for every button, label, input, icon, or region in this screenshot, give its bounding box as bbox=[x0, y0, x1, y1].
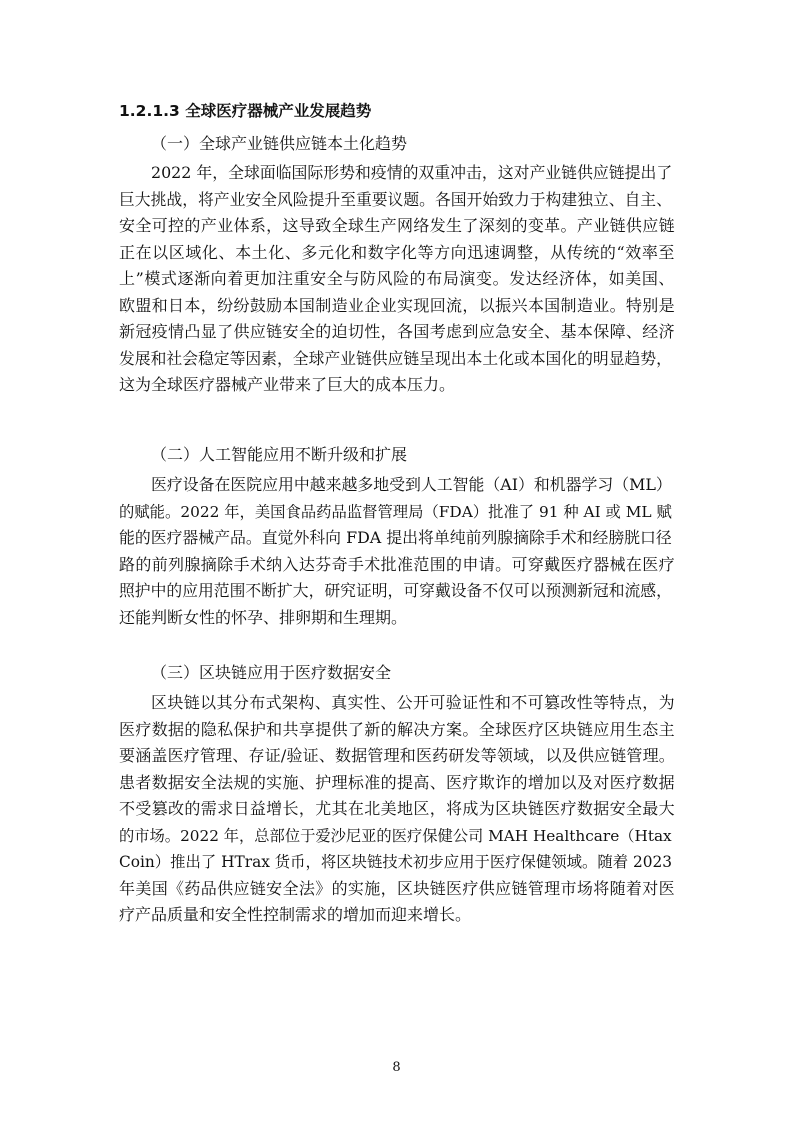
paragraph-3 bbox=[119, 690, 675, 929]
paragraph-line: 能的医疗器械产品。直觉外科向 FDA 提出将单纯前列腺摘除手术和经膀胱口径 bbox=[119, 528, 672, 547]
paragraph-line: 不受篡改的需求日益增长，尤其在北美地区，将成为区块链医疗数据安全最大 bbox=[119, 799, 675, 818]
paragraph-line: 正在以区域化、本土化、多元化和数字化等方向迅速调整，从传统的“效率至 bbox=[119, 242, 675, 262]
paragraph-line: 安全可控的产业体系，这导致全球生产网络发生了深刻的变革。产业链供应链 bbox=[119, 216, 675, 235]
subsection-title: （一）全球产业链供应链本土化趋势 bbox=[151, 134, 408, 153]
paragraph-line: 2022 年，全球面临国际形势和疫情的双重冲击，这对产业链供应链提出了 bbox=[151, 163, 673, 182]
subsection-3 bbox=[119, 660, 675, 686]
paragraph-line: 路的前列腺摘除手术纳入达芬奇手术批准范围的申请。可穿戴医疗器械在医疗 bbox=[119, 554, 675, 574]
paragraph-line: 巨大挑战，将产业安全风险提升至重要议题。各国开始致力于构建独立、自主、 bbox=[119, 189, 672, 209]
paragraph-line: 发展和社会稳定等因素，全球产业链供应链呈现出本土化或本国化的明显趋势， bbox=[119, 348, 672, 368]
paragraph-line: 照护中的应用范围不断扩大，研究证明，可穿戴设备不仅可以预测新冠和流感， bbox=[119, 581, 672, 600]
subsection-title: （二）人工智能应用不断升级和扩展 bbox=[151, 445, 408, 464]
paragraph-line: 疗产品质量和安全性控制需求的增加而迎来增长。 bbox=[119, 905, 472, 924]
page-number: 8 bbox=[392, 1060, 401, 1075]
paragraph-line: 还能判断女性的怀孕、排卵期和生理期。 bbox=[119, 607, 408, 627]
paragraph-line: 欧盟和日本，纷纷鼓励本国制造业企业实现回流，以振兴本国制造业。特别是 bbox=[119, 295, 675, 315]
paragraph-line: 医疗设备在医院应用中越来越多地受到人工智能（AI）和机器学习（ML） bbox=[151, 475, 672, 494]
paragraph-line: Coin）推出了 HTrax 货币，将区块链技术初步应用于医疗保健领域。随着 2023 bbox=[119, 853, 673, 871]
section-heading: 1.2.1.3 全球医疗器械产业发展趋势 bbox=[119, 102, 372, 120]
paragraph-line: 患者数据安全法规的实施、护理标准的提高、医疗欺诈的增加以及对医疗数据 bbox=[119, 772, 675, 792]
paragraph-line: 这为全球医疗器械产业带来了巨大的成本压力。 bbox=[119, 375, 456, 394]
paragraph-2 bbox=[119, 472, 675, 631]
paragraph-line: 年美国《药品供应链安全法》的实施，区块链医疗供应链管理市场将随着对医 bbox=[119, 878, 675, 898]
paragraph-1 bbox=[119, 160, 675, 399]
subsection-1 bbox=[119, 131, 675, 157]
paragraph-line: 的赋能。2022 年，美国食品药品监督管理局（FDA）批准了 91 种 AI 或 ML 赋 bbox=[119, 502, 672, 521]
paragraph-line: 的市场。2022 年，总部位于爱沙尼亚的医疗保健公司 MAH Healthcare（Htax bbox=[119, 826, 672, 845]
paragraph-line: 区块链以其分布式架构、真实性、公开可验证性和不可篡改性等特点，为 bbox=[151, 693, 675, 712]
paragraph-line: 要涵盖医疗管理、存证/验证、数据管理和医药研发等领域，以及供应链管理。 bbox=[119, 746, 675, 765]
paragraph-line: 上”模式逐渐向着更加注重安全与防风险的布局演变。发达经济体，如美国、 bbox=[119, 269, 675, 288]
subsection-2 bbox=[119, 442, 675, 468]
paragraph-line: 医疗数据的隐私保护和共享提供了新的解决方案。全球医疗区块链应用生态主 bbox=[119, 719, 675, 739]
paragraph-line: 新冠疫情凸显了供应链安全的迫切性，各国考虑到应急安全、基本保障、经济 bbox=[119, 322, 675, 341]
subsection-title: （三）区块链应用于医疗数据安全 bbox=[151, 663, 392, 682]
